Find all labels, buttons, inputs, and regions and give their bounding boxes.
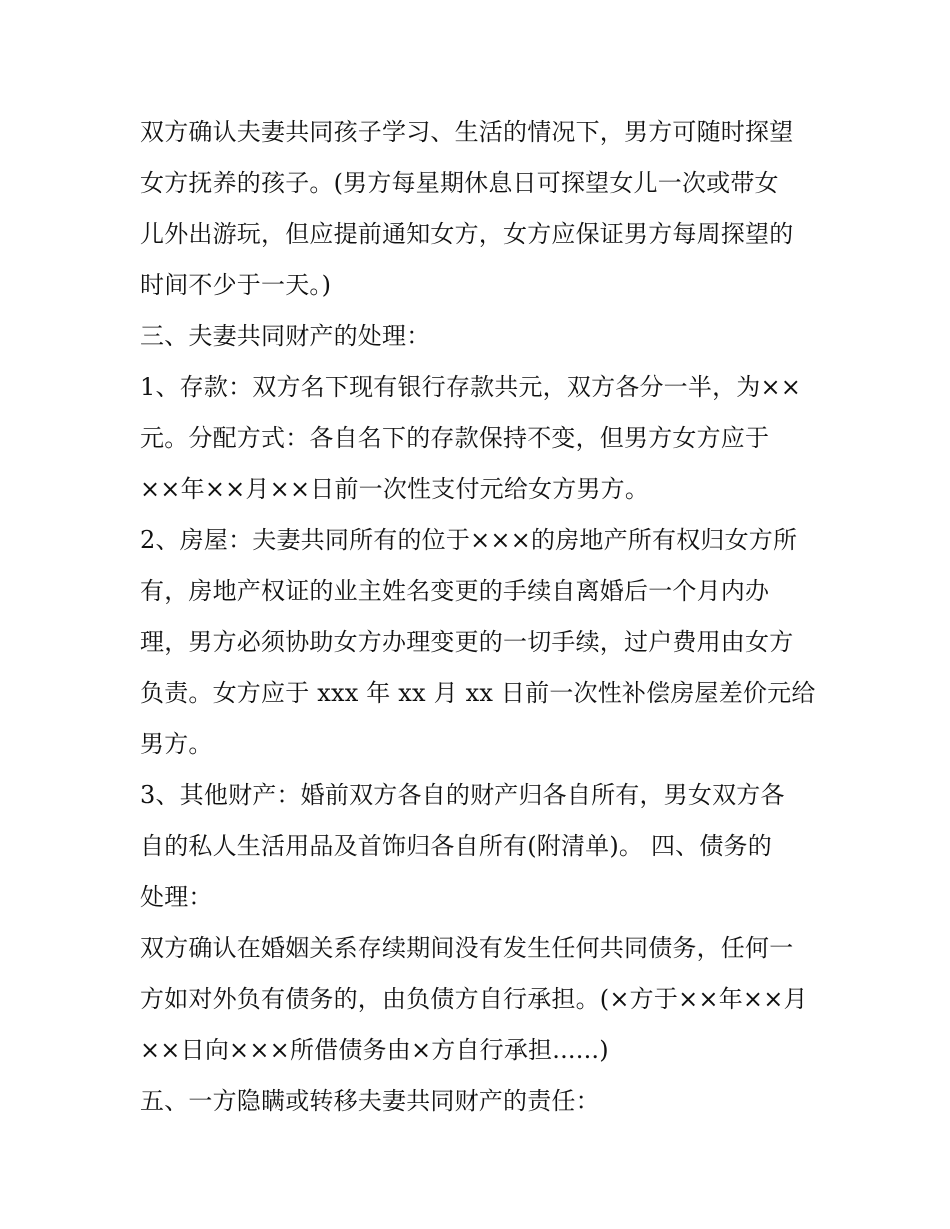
text-line: 方如对外负有债务的，由负债方自行承担。(×方于××年××月 (140, 985, 808, 1013)
text-line: 负责。女方应于 xxx 年 xx 月 xx 日前一次性补偿房屋差价元给 (140, 679, 816, 707)
text-line: 处理： (140, 883, 213, 911)
section-heading: 五、一方隐瞒或转移夫妻共同财产的责任： (140, 1087, 600, 1115)
text-line: 理，男方必须协助女方办理变更的一切手续，过户费用由女方 (140, 628, 794, 656)
text-line: 有，房地产权证的业主姓名变更的手续自离婚后一个月内办 (140, 577, 770, 605)
text-line: 双方确认夫妻共同孩子学习、生活的情况下，男方可随时探望 (140, 118, 794, 146)
text-line: 女方抚养的孩子。(男方每星期休息日可探望女儿一次或带女 (140, 169, 779, 197)
text-line: 男方。 (140, 730, 213, 758)
text-line: 自的私人生活用品及首饰归各自所有(附清单)。 四、债务的 (140, 832, 772, 860)
document-body (140, 107, 830, 1127)
text-line: 时间不少于一天。) (140, 271, 332, 299)
text-line: 2、房屋：夫妻共同所有的位于×××的房地产所有权归女方所 (140, 526, 798, 554)
text-line: 双方确认在婚姻关系存续期间没有发生任何共同债务，任何一 (140, 934, 794, 962)
text-line: ××年××月××日前一次性支付元给女方男方。 (140, 475, 650, 503)
text-line: 元。分配方式：各自名下的存款保持不变，但男方女方应于 (140, 424, 770, 452)
text-line: 儿外出游玩，但应提前通知女方，女方应保证男方每周探望的 (140, 220, 794, 248)
text-line: 1、存款：双方名下现有银行存款共元，双方各分一半，为×× (140, 373, 802, 401)
section-heading: 三、夫妻共同财产的处理： (140, 322, 431, 350)
text-line: ××日向×××所借债务由×方自行承担......) (140, 1036, 609, 1064)
text-line: 3、其他财产：婚前双方各自的财产归各自所有，男女双方各 (140, 781, 785, 809)
